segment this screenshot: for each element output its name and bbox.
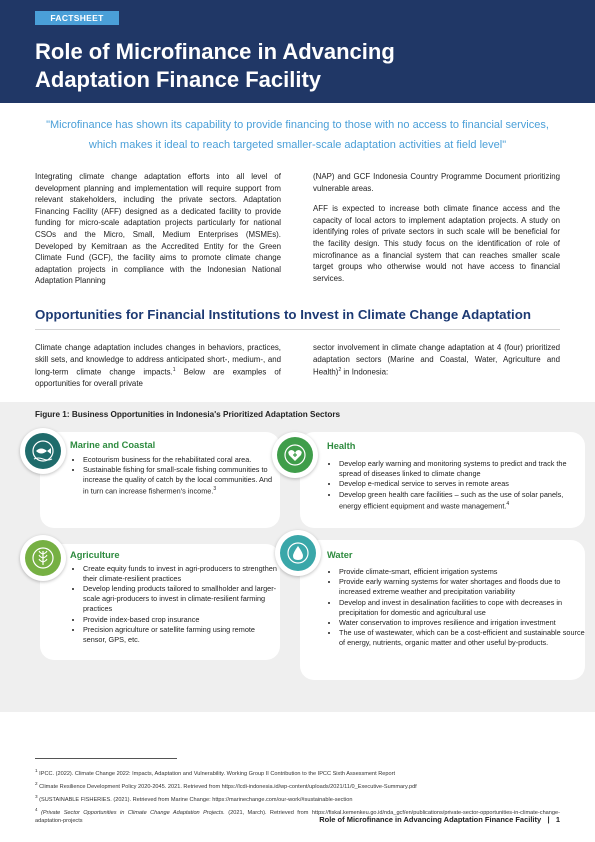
intro-left-paragraph: Integrating climate change adaptation efforts into all level of development planning and implementation will require support from relevant stakeholders, including the private sectors. Adaptation Financing Facility (AFF) designed as a dedicated facility to provide funding for micro-scale adaptation projects particularly for national CSOs and the Micro, Small, Medium Enterprises (MSMEs). Developed by Kemitraan as the Accredited Entity for the Green Climate Fund (GCF), the facility aims to promote climate change adaptation projects in compliance with the Indonesian National Adaptation Planning (35, 172, 281, 286)
title-line-1: Role of Microfinance in Advancing (35, 39, 395, 64)
section-heading: Opportunities for Financial Institutions to Invest in Climate Change Adaptation (35, 307, 531, 322)
water-list (330, 567, 589, 649)
health-item: • Develop e-medical service to serves in remote areas (339, 479, 584, 489)
water-item: • Water conservation to improves resilience and irrigation investment (339, 618, 589, 628)
marine-title: Marine and Coastal (70, 440, 156, 450)
agriculture-title: Agriculture (70, 550, 120, 560)
intro-left-column (35, 171, 281, 296)
pull-quote: "Microfinance has shown its capability to provide financing to those with no access to financial services, which makes it ideal to reach targeted smaller-scale adaptation activities at field level" (46, 119, 549, 151)
factsheet-badge: FACTSHEET (35, 11, 119, 25)
water-item: • Provide climate-smart, efficient irrigation systems (339, 567, 589, 577)
water-item: • Provide early warning systems for water shortages and floods due to increased extreme weather and precipitation variability (339, 577, 589, 597)
agriculture-item: • Precision agriculture or satellite farming using remote sensor, GPS, etc. (83, 625, 279, 645)
water-icon-badge (275, 530, 321, 576)
agriculture-item: • Provide index-based crop insurance (83, 615, 279, 625)
footnote-1: $^1$ IPCC. (2022). Climate Change 2022: Impacts, Adaptation and Vulnerability. Working Group II Contribution to the IPCC Sixth Assessment Report (35, 768, 396, 777)
footnote-4: $^4$ (Private Sector Opportunities in Climate Change Adaptation Projects. (2021, March). Retrieved from https://fiskal.kemenkeu.go.id/nda_gcf/en/publications/private-sector-opportunities-in-climate-change-adaptation-projects (35, 806, 560, 825)
health-item: • Develop green health care facilities – such as the use of solar panels, energy efficient equipment and waste management.$^4$ (339, 490, 584, 511)
intro-right-paragraph-1: (NAP) and GCF Indonesia Country Programme Document prioritizing vulnerable areas. (313, 172, 560, 193)
footnote-ref-2: 2 (338, 367, 342, 374)
health-item: • Develop early warning and monitoring systems to predict and track the spread of diseases linked to climate change (339, 459, 584, 479)
section-right-paragraph: sector involvement in climate change adaptation at 4 (four) prioritized adaptation sectors (Marine and Coastal, Water, Agriculture and Health)$^2$ in Indonesia: (313, 343, 560, 377)
fish-icon (20, 428, 66, 474)
water-drop-icon (275, 530, 321, 576)
footnote-ref-1: 1 (172, 367, 176, 374)
page-number: 1 (555, 815, 560, 824)
section-right-column (313, 342, 560, 387)
page-footer (319, 815, 560, 824)
marine-icon-badge (20, 428, 66, 474)
wheat-icon (20, 535, 66, 581)
water-item: • The use of wastewater, which can be a cost-efficient and sustainable source of energy, nutrients, organic matter and other useful by-products. (339, 628, 589, 648)
health-icon-badge (272, 432, 318, 478)
health-list (330, 459, 584, 511)
health-title: Health (327, 441, 356, 451)
title-line-2: Adaptation Finance Facility (35, 67, 322, 92)
footer-separator: | (547, 815, 550, 824)
water-item: • Develop and invest in desalination facilities to cope with decreases in precipitation for domestic and agricultural use (339, 598, 589, 618)
marine-item: • Sustainable fishing for small-scale fishing communities to increase the quality of catch by the local communities. And in turn can increase fishermen's income.$^3$ (83, 465, 279, 496)
intro-right-paragraph-2: AFF is expected to increase both climate finance access and the capacity of local actors to implement adaptation projects. A study on identifying roles of private sectors in such scale will be beneficial for the facility design. This study focus on the identification of role of microfinance as a financial system that can reaches smaller scale target groups who otherwise would not have access to financial services. (313, 204, 560, 283)
page-title (35, 38, 565, 94)
marine-item: • Ecotourism business for the rehabilitated coral area. (83, 455, 279, 465)
footnote-3: $^3$ (SUSTAINABLE FISHERIES. (2021). Retrieved from Marine Change: https://marinechange.com/our-work/#sustainable-section (35, 793, 353, 803)
agriculture-item: • Create equity funds to invest in agri-producers to strengthen their climate-resilient practices (83, 564, 279, 584)
marine-list (74, 455, 279, 497)
footnote-2: $^2$ Climate Resilience Development Policy 2020-2045. 2021. Retrieved from https://lcdi-indonesia.id/wp-content/uploads/2021/11/0_Executive-Summary.pdf (35, 780, 417, 790)
heart-icon (272, 432, 318, 478)
footnote-divider (35, 758, 177, 759)
agriculture-icon-badge (20, 535, 66, 581)
water-title: Water (327, 550, 353, 560)
intro-right-column (313, 171, 560, 293)
agriculture-list (74, 564, 279, 645)
section-divider (35, 329, 560, 330)
section-left-paragraph: Climate change adaptation includes changes in behaviors, practices, skill sets, and knowledge to address anticipated short-, medium-, and long-term climate change impacts.$^1$ Below are examples of opportunities for overall private (35, 343, 281, 389)
section-left-column (35, 342, 281, 399)
footer-title: Role of Microfinance in Advancing Adaptation Finance Facility (319, 815, 542, 824)
header-banner (0, 0, 595, 103)
agriculture-item: • Develop lending products tailored to smallholder and larger-scale agri-producers to invest in climate-resilient farming practices (83, 584, 279, 614)
figure-title: Figure 1: Business Opportunities in Indonesia's Prioritized Adaptation Sectors (35, 410, 341, 419)
